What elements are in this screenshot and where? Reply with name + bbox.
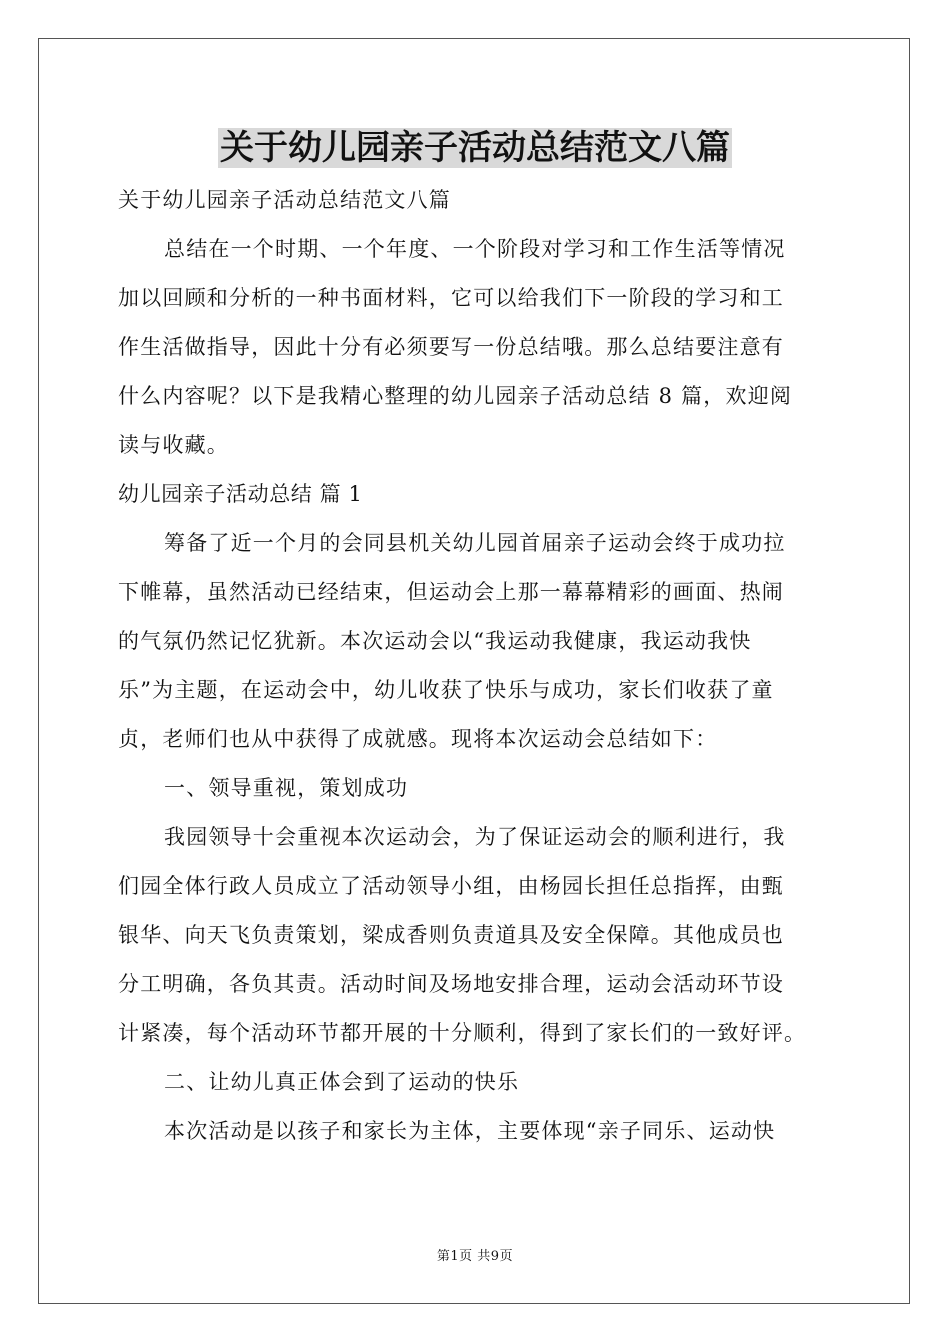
paragraph-line: 们园全体行政人员成立了活动领导小组，由杨园长担任总指挥，由甄 xyxy=(118,874,784,898)
paragraph-line: 什么内容呢？以下是我精心整理的幼儿园亲子活动总结 8 篇，欢迎阅 xyxy=(118,384,793,408)
paragraph-line: 我园领导十会重视本次运动会，为了保证运动会的顺利进行，我 xyxy=(164,825,786,849)
paragraph-line: 分工明确，各负其责。活动时间及场地安排合理，运动会活动环节设 xyxy=(118,972,784,996)
paragraph-line: 总结在一个时期、一个年度、一个阶段对学习和工作生活等情况 xyxy=(164,237,786,261)
paragraph-line: 银华、向天飞负责策划，梁成香则负责道具及安全保障。其他成员也 xyxy=(118,923,784,947)
document-body xyxy=(118,176,852,1156)
paragraph-line: 读与收藏。 xyxy=(118,433,229,457)
paragraph-line: 作生活做指导，因此十分有必须要写一份总结哦。那么总结要注意有 xyxy=(118,335,784,359)
paragraph-line: 贞，老师们也从中获得了成就感。现将本次运动会总结如下： xyxy=(118,727,718,751)
paragraph-line: 筹备了近一个月的会同县机关幼儿园首届亲子运动会终于成功拉 xyxy=(164,531,786,555)
document-title xyxy=(0,122,950,174)
page-number: 第1页 共9页 xyxy=(436,1249,514,1264)
subsection-heading: 一、领导重视，策划成功 xyxy=(164,776,409,800)
section-heading: 幼儿园亲子活动总结 篇 1 xyxy=(118,482,363,506)
subsection-heading: 二、让幼儿真正体会到了运动的快乐 xyxy=(164,1070,520,1094)
paragraph-line: 本次活动是以孩子和家长为主体，主要体现“亲子同乐、运动快 xyxy=(164,1119,776,1143)
document-title-text: 关于幼儿园亲子活动总结范文八篇 xyxy=(220,128,730,168)
paragraph-line: 乐”为主题，在运动会中，幼儿收获了快乐与成功，家长们收获了童 xyxy=(118,678,774,702)
paragraph-line: 加以回顾和分析的一种书面材料，它可以给我们下一阶段的学习和工 xyxy=(118,286,784,310)
paragraph-line: 下帷幕，虽然活动已经结束，但运动会上那一幕幕精彩的画面、热闹 xyxy=(118,580,784,604)
subtitle-line: 关于幼儿园亲子活动总结范文八篇 xyxy=(118,188,451,212)
paragraph-line: 计紧凑，每个活动环节都开展的十分顺利，得到了家长们的一致好评。 xyxy=(118,1021,807,1045)
paragraph-line: 的气氛仍然记忆犹新。本次运动会以“我运动我健康，我运动我快 xyxy=(118,629,752,653)
